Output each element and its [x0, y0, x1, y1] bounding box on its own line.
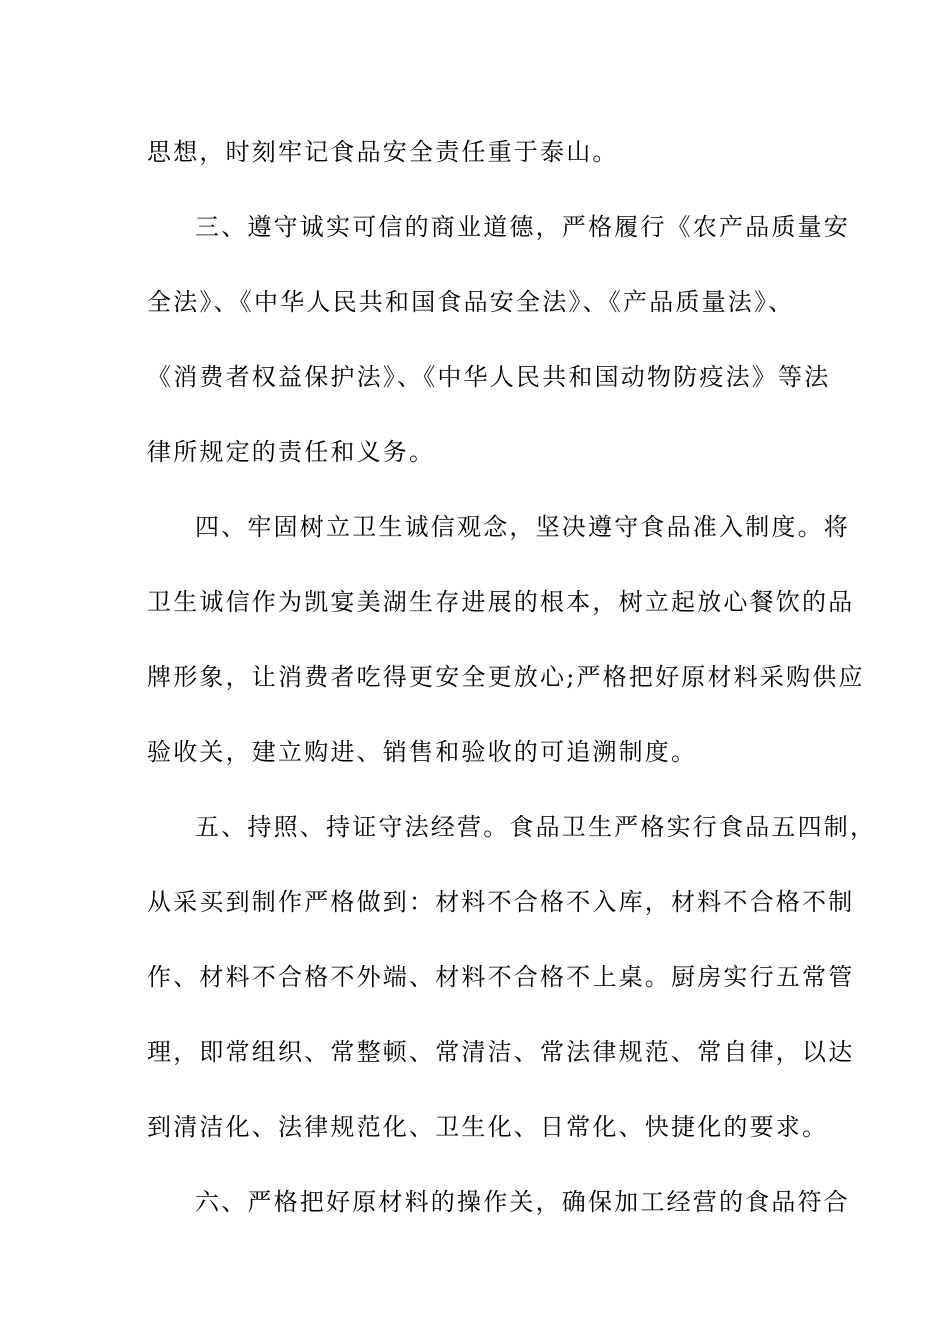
text-line: 作、材料不合格不外端、材料不合格不上桌。厨房实行五常管 — [147, 963, 855, 991]
paragraph-3-heading-line: 三、遵守诚实可信的商业道德，严格履行《农产品质量安 — [195, 213, 850, 241]
text-line: 从采买到制作严格做到：材料不合格不入库，材料不合格不制 — [147, 888, 855, 916]
text-line: 牌形象，让消费者吃得更安全更放心;严格把好原材料采购供应 — [147, 663, 865, 691]
text-line: 全法》、《中华人民共和国食品安全法》、《产品质量法》、 — [147, 288, 795, 316]
text-line: 《消费者权益保护法》、《中华人民共和国动物防疫法》等法 — [147, 363, 831, 391]
paragraph-5-heading-line: 五、持照、持证守法经营。食品卫生严格实行食品五四制， — [195, 813, 877, 841]
text-line: 理，即常组织、常整顿、常清洁、常法律规范、常自律，以达 — [147, 1038, 855, 1066]
paragraph-6-heading-line: 六、严格把好原材料的操作关，确保加工经营的食品符合 — [195, 1188, 850, 1216]
text-line: 卫生诚信作为凯宴美湖生存进展的根本，树立起放心餐饮的品 — [147, 588, 855, 616]
text-line: 思想，时刻牢记食品安全责任重于泰山。 — [147, 138, 619, 166]
text-line: 验收关，建立购进、销售和验收的可追溯制度。 — [147, 738, 698, 766]
text-line: 到清洁化、法律规范化、卫生化、日常化、快捷化的要求。 — [147, 1113, 829, 1141]
text-line: 律所规定的责任和义务。 — [147, 438, 436, 466]
paragraph-4-heading-line: 四、牢固树立卫生诚信观念，坚决遵守食品准入制度。将 — [195, 513, 850, 541]
